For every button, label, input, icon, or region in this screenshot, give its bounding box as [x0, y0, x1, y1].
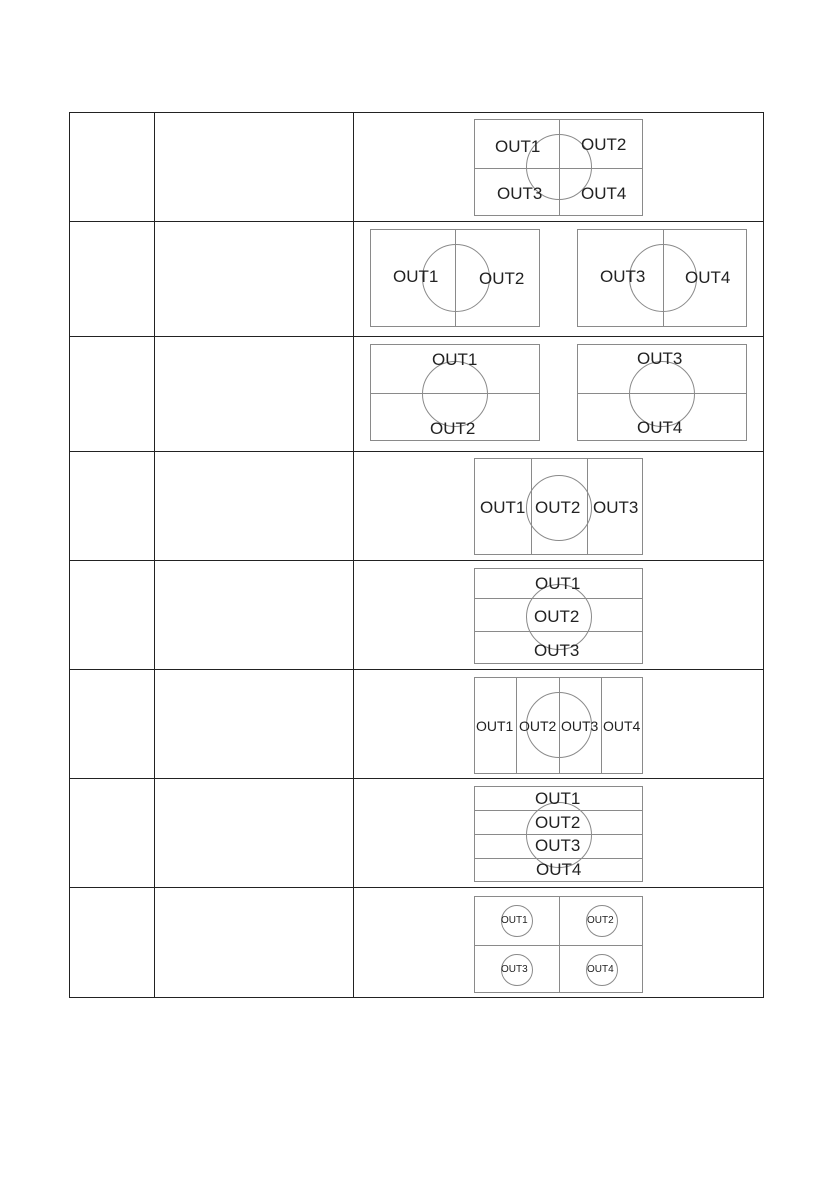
row-description-cell	[154, 670, 354, 778]
screen-3x1	[474, 568, 643, 664]
output-label: OUT2	[535, 813, 581, 832]
row-description-cell	[154, 113, 354, 221]
screen-1x4	[474, 677, 643, 774]
row-diagram-cell	[354, 888, 763, 997]
screen-4-independent	[474, 896, 643, 993]
row-diagram-cell	[354, 670, 763, 778]
layout-table	[69, 112, 764, 998]
table-row	[70, 337, 763, 452]
row-index-cell	[70, 222, 155, 336]
output-label: OUT2	[479, 269, 525, 288]
output-label: OUT2	[519, 718, 557, 734]
output-label: OUT1	[432, 350, 478, 369]
output-label: OUT4	[685, 268, 731, 287]
table-row	[70, 222, 763, 337]
screen-2x2	[474, 119, 643, 216]
row-diagram-cell	[354, 452, 763, 560]
output-label: OUT1	[393, 267, 439, 286]
output-label: OUT3	[501, 964, 528, 975]
row-index-cell	[70, 670, 155, 778]
row-index-cell	[70, 337, 155, 451]
row-index-cell	[70, 452, 155, 560]
row-description-cell	[154, 222, 354, 336]
row-index-cell	[70, 561, 155, 669]
output-label: OUT3	[497, 184, 543, 203]
table-row	[70, 888, 763, 997]
screen-left	[370, 344, 540, 441]
row-diagram-cell	[354, 561, 763, 669]
output-label: OUT2	[581, 135, 627, 154]
output-label: OUT1	[480, 498, 526, 517]
row-index-cell	[70, 113, 155, 221]
row-diagram-cell	[354, 113, 763, 221]
output-label: OUT1	[476, 718, 514, 734]
screen-right	[577, 229, 747, 327]
table-row	[70, 779, 763, 888]
output-label: OUT3	[600, 267, 646, 286]
output-label: OUT3	[593, 498, 639, 517]
table-row	[70, 561, 763, 670]
row-index-cell	[70, 779, 155, 887]
output-label: OUT1	[535, 574, 581, 593]
output-label: OUT1	[535, 789, 581, 808]
table-row	[70, 670, 763, 779]
output-label: OUT3	[535, 836, 581, 855]
screen-left	[370, 229, 540, 327]
row-diagram-cell	[354, 337, 763, 451]
screen-right	[577, 344, 747, 441]
output-label: OUT4	[637, 418, 683, 437]
table-row	[70, 452, 763, 561]
row-description-cell	[154, 452, 354, 560]
output-label: OUT4	[581, 184, 627, 203]
output-label: OUT3	[561, 718, 599, 734]
output-label: OUT2	[587, 915, 614, 926]
row-index-cell	[70, 888, 155, 997]
row-description-cell	[154, 337, 354, 451]
output-label: OUT4	[587, 964, 614, 975]
table-row	[70, 113, 763, 222]
row-description-cell	[154, 779, 354, 887]
output-label: OUT3	[534, 641, 580, 660]
output-label: OUT1	[501, 915, 528, 926]
output-label: OUT2	[535, 498, 581, 517]
screen-4x1	[474, 786, 643, 882]
row-description-cell	[154, 888, 354, 997]
output-label: OUT1	[495, 137, 541, 156]
row-description-cell	[154, 561, 354, 669]
row-diagram-cell	[354, 779, 763, 887]
output-label: OUT3	[637, 349, 683, 368]
row-diagram-cell	[354, 222, 763, 336]
screen-1x3	[474, 458, 643, 555]
output-label: OUT4	[603, 718, 641, 734]
output-label: OUT2	[430, 419, 476, 438]
output-label: OUT2	[534, 607, 580, 626]
output-label: OUT4	[536, 860, 582, 879]
